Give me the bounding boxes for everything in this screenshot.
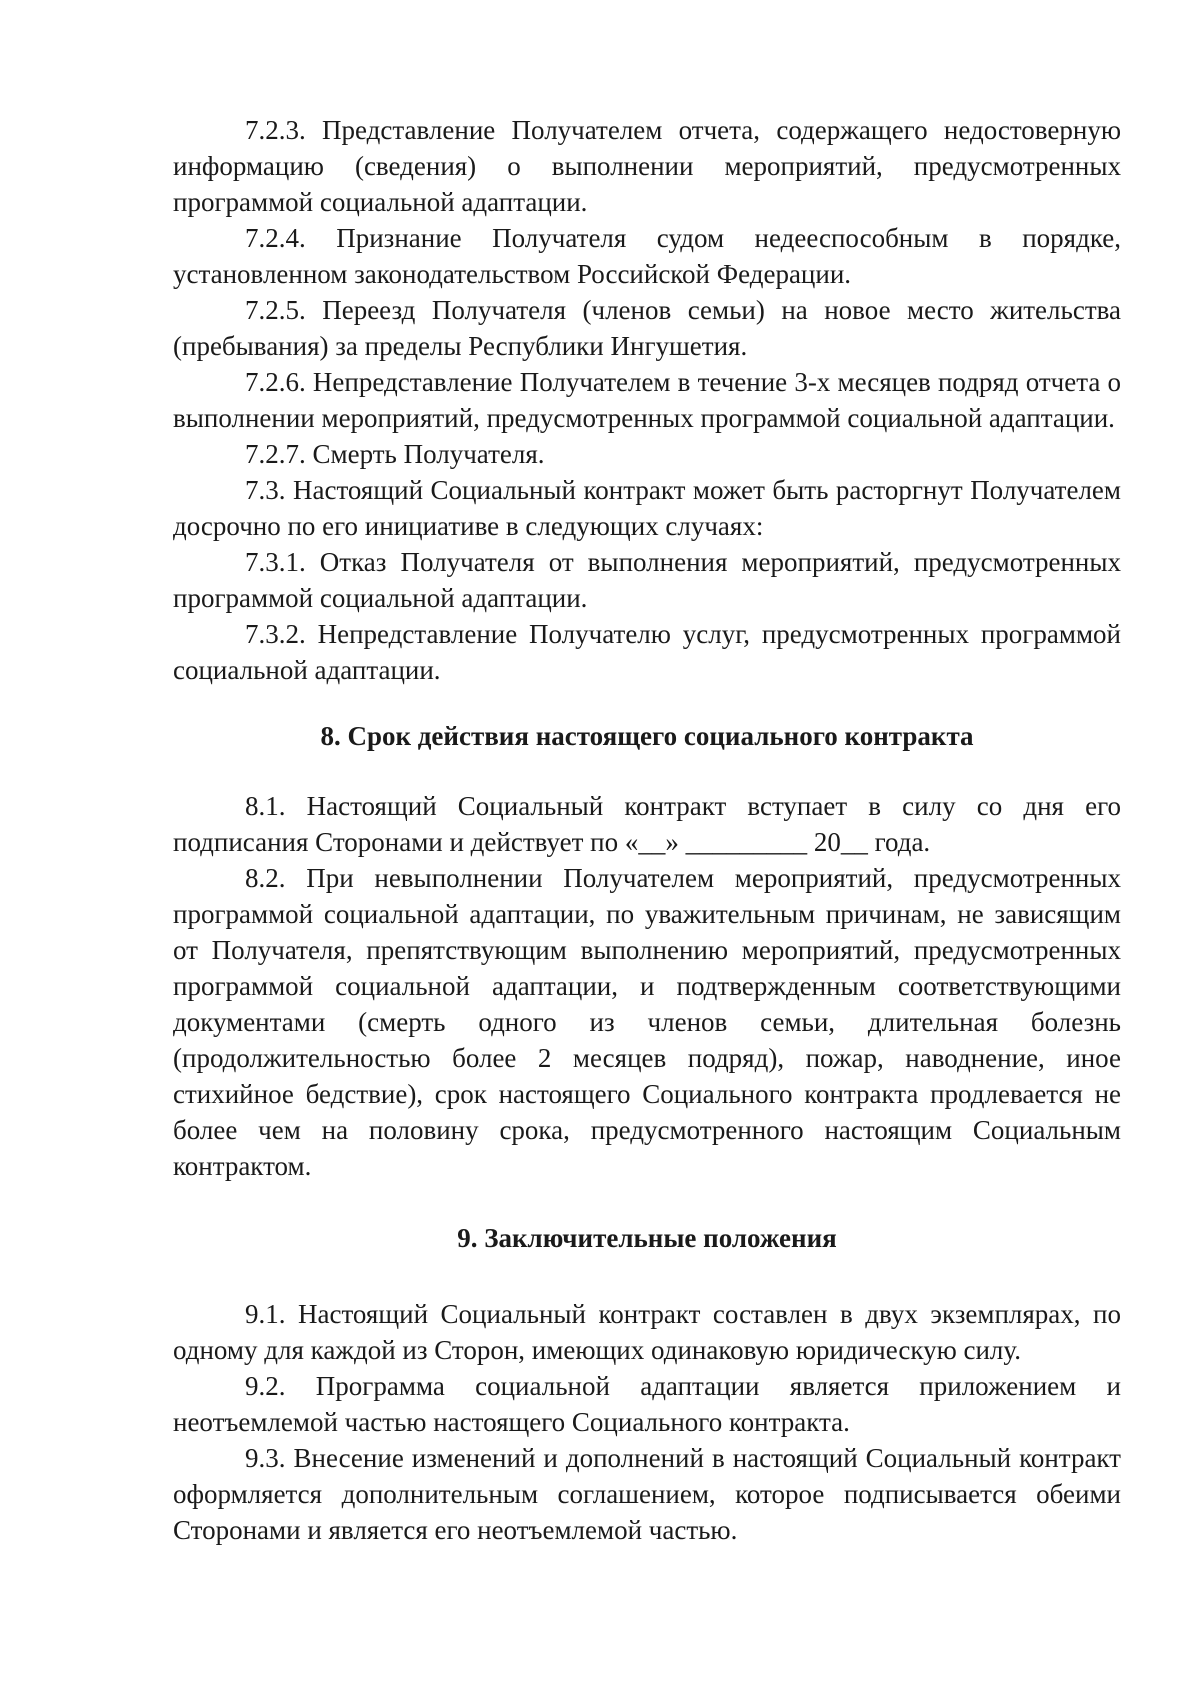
clause-7-2-4: 7.2.4. Признание Получателя судом недееспособным в порядке, установленном законодательством Российской Федерации.	[173, 223, 1121, 289]
clause-7-3: 7.3. Настоящий Социальный контракт может быть расторгнут Получателем досрочно по его инициативе в следующих случаях:	[173, 475, 1121, 541]
document-page	[173, 112, 1121, 1548]
clause-7-2-6: 7.2.6. Непредставление Получателем в течение 3-х месяцев подряд отчета о выполнении мероприятий, предусмотренных программой социальной адаптации.	[173, 367, 1121, 433]
clause-7-2-7: 7.2.7. Смерть Получателя.	[245, 439, 545, 469]
clause-9-2: 9.2. Программа социальной адаптации является приложением и неотъемлемой частью настоящего Социального контракта.	[173, 1371, 1121, 1437]
clause-7-2-5: 7.2.5. Переезд Получателя (членов семьи) на новое место жительства (пребывания) за пределы Республики Ингушетия.	[173, 295, 1121, 361]
section-8-heading: 8. Срок действия настоящего социального контракта	[320, 721, 974, 751]
clause-9-1: 9.1. Настоящий Социальный контракт составлен в двух экземплярах, по одному для каждой из Сторон, имеющих одинаковую юридическую силу.	[173, 1299, 1121, 1365]
clause-8-1: 8.1. Настоящий Социальный контракт вступает в силу со дня его подписания Сторонами и действует по «__» _________ 20__ года.	[173, 791, 1121, 857]
clause-9-3: 9.3. Внесение изменений и дополнений в настоящий Социальный контракт оформляется дополнительным соглашением, которое подписывается обеими Сторонами и является его неотъемлемой частью.	[173, 1443, 1121, 1545]
section-9-heading: 9. Заключительные положения	[457, 1223, 837, 1253]
clause-7-3-2: 7.3.2. Непредставление Получателю услуг, предусмотренных программой социальной адаптации.	[173, 619, 1121, 685]
clause-7-2-3: 7.2.3. Представление Получателем отчета, содержащего недостоверную информацию (сведения) о выполнении мероприятий, предусмотренных программой социальной адаптации.	[173, 115, 1121, 217]
clause-8-2: 8.2. При невыполнении Получателем мероприятий, предусмотренных программой социальной адаптации, по уважительным причинам, не зависящим от Получателя, препятствующим выполнению мероприятий, предусмотренных программой социальной адаптации, и подтвержденным соответствующими документами (смерть одного из членов семьи, длительная болезнь (продолжительностью более 2 месяцев подряд), пожар, наводнение, иное стихийное бедствие), срок настоящего Социального контракта продлевается не более чем на половину срока, предусмотренного настоящим Социальным контрактом.	[173, 863, 1121, 1181]
clause-7-3-1: 7.3.1. Отказ Получателя от выполнения мероприятий, предусмотренных программой социальной адаптации.	[173, 547, 1121, 613]
